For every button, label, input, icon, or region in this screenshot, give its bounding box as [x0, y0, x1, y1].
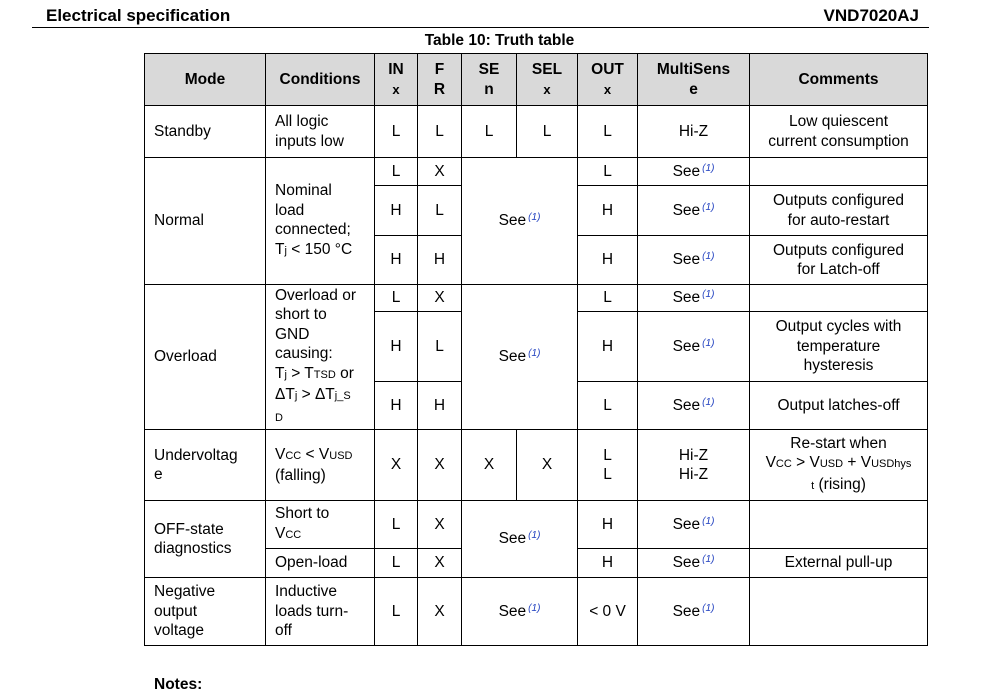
cell-comment: Output cycles with temperature hysteresis [750, 312, 928, 382]
cell-multisense: Hi-Z Hi-Z [638, 430, 750, 501]
mode-undervoltage: Undervoltag e [145, 430, 266, 501]
cell-out: < 0 V [578, 578, 638, 646]
cell-fr: H [418, 236, 462, 285]
cell-multisense: See $^{(1)}$ [638, 312, 750, 382]
cell-multisense: See $^{(1)}$ [638, 578, 750, 646]
cond-short-vcc: Short to VCC [266, 501, 375, 549]
cell-fr: X [418, 285, 462, 312]
cell-comment: Outputs configured for auto-restart [750, 186, 928, 236]
cell-comment [750, 158, 928, 186]
table-row [145, 285, 928, 312]
footnote-ref[interactable]: (1) [702, 554, 715, 566]
footnote-ref[interactable]: (1) [702, 396, 715, 408]
table-caption: Table 10: Truth table [424, 32, 575, 49]
col-multisense: MultiSens e [638, 54, 750, 106]
cell-in: H [375, 186, 418, 236]
cell-sen-sel: See $^{(1)}$ [462, 158, 578, 285]
col-inx: IN x [375, 54, 418, 106]
cell-out: L [578, 158, 638, 186]
cell-fr: X [418, 430, 462, 501]
header-row [145, 54, 928, 106]
cell-in: H [375, 312, 418, 382]
part-number: VND7020AJ [823, 6, 919, 25]
cell-comment [750, 285, 928, 312]
cell-fr: H [418, 382, 462, 430]
col-selx: SEL x [517, 54, 578, 106]
col-outx: OUT x [578, 54, 638, 106]
cond-undervoltage: VCC < VUSD (falling) [266, 430, 375, 501]
cell-sen: X [462, 430, 517, 501]
cell-multisense: See $^{(1)}$ [638, 236, 750, 285]
cell-sel: L [517, 106, 578, 158]
footnote-ref[interactable]: (1) [702, 162, 715, 174]
cell-out: H [578, 501, 638, 549]
cell-comment: Re-start when VCC > VUSD + VUSDhys t (rising) [750, 430, 928, 501]
col-conditions: Conditions [266, 54, 375, 106]
cell-out: L [578, 285, 638, 312]
cell-sen-sel: See $^{(1)}$ [462, 501, 578, 578]
cell-in: H [375, 236, 418, 285]
footnote-ref[interactable]: (1) [528, 348, 541, 360]
footnote-ref[interactable]: (1) [702, 515, 715, 527]
cell-out: L [578, 106, 638, 158]
cell-in: L [375, 549, 418, 578]
page-header [32, 6, 929, 27]
cell-in: X [375, 430, 418, 501]
col-mode: Mode [145, 54, 266, 106]
cell-multisense: See $^{(1)}$ [638, 158, 750, 186]
header-rule [32, 27, 929, 28]
truth-table [144, 53, 928, 646]
cell-comment: Outputs configured for Latch-off [750, 236, 928, 285]
cell-out: H [578, 236, 638, 285]
cell-fr: X [418, 549, 462, 578]
section-title: Electrical specification [46, 6, 231, 25]
cell-multisense: See $^{(1)}$ [638, 285, 750, 312]
mode-overload: Overload [145, 285, 266, 430]
cell-in: L [375, 106, 418, 158]
cell-in: H [375, 382, 418, 430]
table-row [145, 106, 928, 158]
notes-heading: Notes: [154, 676, 203, 693]
cell-out: H [578, 549, 638, 578]
cell-comment: Low quiescent current consumption [750, 106, 928, 158]
cell-multisense: See $^{(1)}$ [638, 186, 750, 236]
cell-multisense: See $^{(1)}$ [638, 382, 750, 430]
cell-fr: X [418, 158, 462, 186]
cell-fr: L [418, 186, 462, 236]
cell-in: L [375, 285, 418, 312]
table-row [145, 578, 928, 646]
footnote-ref[interactable]: (1) [528, 212, 541, 224]
footnote-ref[interactable]: (1) [702, 337, 715, 349]
col-sen: SE n [462, 54, 517, 106]
cond-normal: Nominal load connected; Tj < 150 °C [266, 158, 375, 285]
cell-fr: L [418, 312, 462, 382]
footnote-ref[interactable]: (1) [528, 530, 541, 542]
mode-offstate: OFF-state diagnostics [145, 501, 266, 578]
cell-in: L [375, 158, 418, 186]
cell-in: L [375, 578, 418, 646]
cond-negative: Inductive loads turn- off [266, 578, 375, 646]
footnote-ref[interactable]: (1) [702, 602, 715, 614]
cell-in: L [375, 501, 418, 549]
cell-multisense: See $^{(1)}$ [638, 549, 750, 578]
cell-out: L [578, 382, 638, 430]
cell-sen-sel: See $^{(1)}$ [462, 285, 578, 430]
cell-out: L L [578, 430, 638, 501]
cell-sel: X [517, 430, 578, 501]
cond-overload: Overload or short to GND causing: Tj > TTSD or ΔTj > ΔTj_S D [266, 285, 375, 430]
cell-out: H [578, 186, 638, 236]
mode-normal: Normal [145, 158, 266, 285]
cell-sen-sel: See $^{(1)}$ [462, 578, 578, 646]
col-comments: Comments [750, 54, 928, 106]
cond-open-load: Open-load [266, 549, 375, 578]
cell-sen: L [462, 106, 517, 158]
mode-standby: Standby [145, 106, 266, 158]
footnote-ref[interactable]: (1) [702, 289, 715, 301]
cell-multisense: Hi-Z [638, 106, 750, 158]
cell-comment [750, 501, 928, 549]
cell-comment [750, 578, 928, 646]
table-row [145, 158, 928, 186]
mode-negative: Negative output voltage [145, 578, 266, 646]
col-fr: F R [418, 54, 462, 106]
cell-fr: L [418, 106, 462, 158]
footnote-ref[interactable]: (1) [702, 201, 715, 213]
cell-out: H [578, 312, 638, 382]
footnote-ref[interactable]: (1) [528, 602, 541, 614]
cell-fr: X [418, 501, 462, 549]
table-row [145, 501, 928, 549]
cell-comment: Output latches-off [750, 382, 928, 430]
cond-standby: All logic inputs low [266, 106, 375, 158]
cell-multisense: See $^{(1)}$ [638, 501, 750, 549]
footnote-ref[interactable]: (1) [702, 251, 715, 263]
table-row [145, 430, 928, 501]
cell-comment: External pull-up [750, 549, 928, 578]
cell-fr: X [418, 578, 462, 646]
